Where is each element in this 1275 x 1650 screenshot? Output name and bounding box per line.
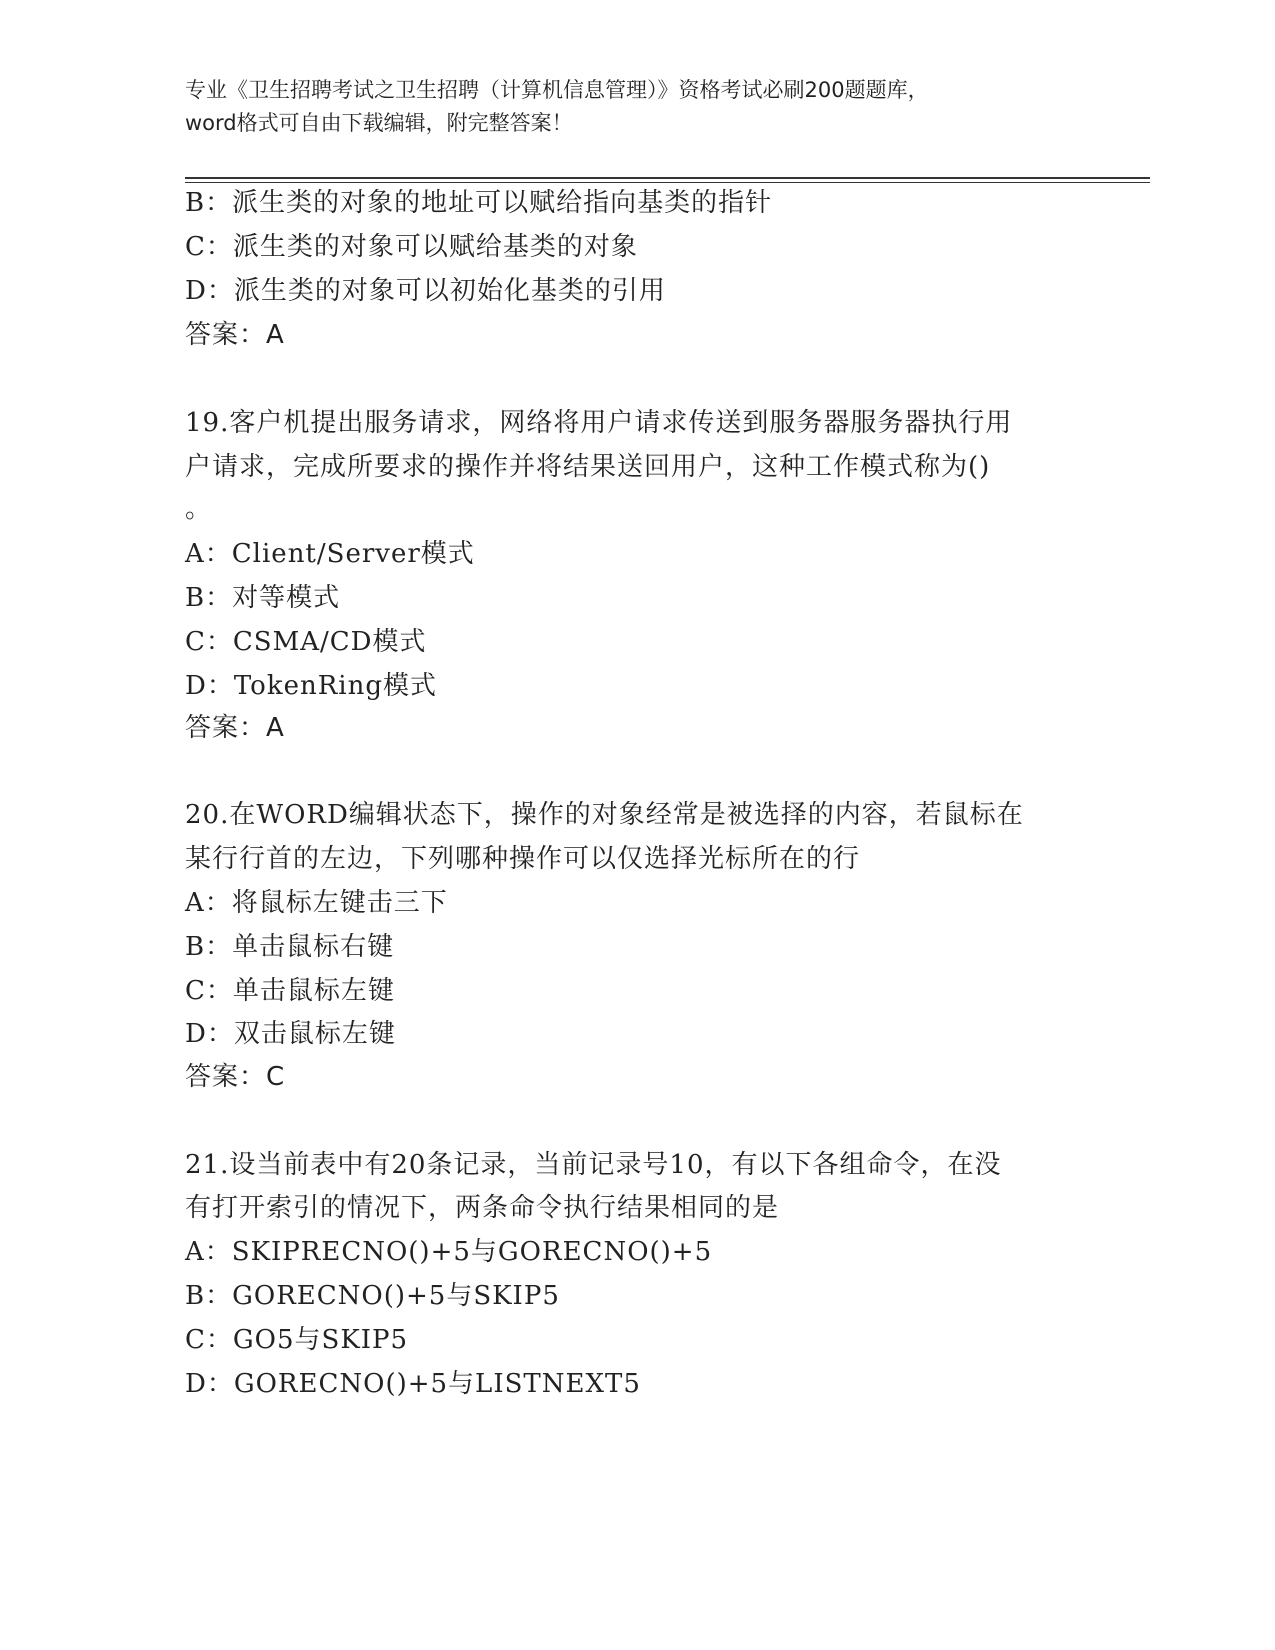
document-header <box>185 74 1085 140</box>
header-title-line-2: word格式可自由下载编辑，附完整答案！ <box>185 111 573 135</box>
q19-answer: 答案：A <box>185 713 285 743</box>
q18-option-b: B：派生类的对象的地址可以赋给指向基类的指针 <box>185 188 773 218</box>
q20-stem-line-1: 20.在WORD编辑状态下，操作的对象经常是被选择的内容，若鼠标在 <box>185 800 1024 830</box>
q19-option-d: D：TokenRing模式 <box>185 671 437 701</box>
q21-option-b: B：GORECNO()+5与SKIP5 <box>185 1281 560 1311</box>
q19-stem-line-3: 。 <box>185 494 213 524</box>
q19-option-a: A：Client/Server模式 <box>185 539 475 569</box>
q20-option-c: C：单击鼠标左键 <box>185 976 395 1006</box>
q19-option-b: B：对等模式 <box>185 583 341 613</box>
q21-stem-line-2: 有打开索引的情况下，两条命令执行结果相同的是 <box>185 1193 780 1223</box>
q21-option-c: C：GO5与SKIP5 <box>185 1325 409 1355</box>
q20-option-d: D：双击鼠标左键 <box>185 1019 396 1049</box>
q19-stem-line-2: 户请求，完成所要求的操作并将结果送回用户，这种工作模式称为() <box>185 452 991 482</box>
q20-option-a: A：将鼠标左键击三下 <box>185 888 448 918</box>
q19-option-c: C：CSMA/CD模式 <box>185 627 427 657</box>
q20-stem-line-2: 某行行首的左边，下列哪种操作可以仅选择光标所在的行 <box>185 844 861 874</box>
q18-option-d: D：派生类的对象可以初始化基类的引用 <box>185 276 666 306</box>
q21-stem-line-1: 21.设当前表中有20条记录，当前记录号10，有以下各组命令，在没 <box>185 1150 1002 1180</box>
q18-answer: 答案：A <box>185 320 285 350</box>
header-divider-thin <box>185 182 1150 183</box>
q20-option-b: B：单击鼠标右键 <box>185 932 395 962</box>
q18-option-c: C：派生类的对象可以赋给基类的对象 <box>185 232 638 262</box>
header-title-line-1: 专业《卫生招聘考试之卫生招聘（计算机信息管理）》资格考试必刷200题题库， <box>185 78 929 102</box>
header-divider-thick <box>185 177 1150 179</box>
q21-option-a: A：SKIPRECNO()+5与GORECNO()+5 <box>185 1237 713 1267</box>
q19-stem-line-1: 19.客户机提出服务请求，网络将用户请求传送到服务器服务器执行用 <box>185 408 1013 438</box>
q21-option-d: D：GORECNO()+5与LISTNEXT5 <box>185 1369 641 1399</box>
q20-answer: 答案：C <box>185 1062 286 1092</box>
